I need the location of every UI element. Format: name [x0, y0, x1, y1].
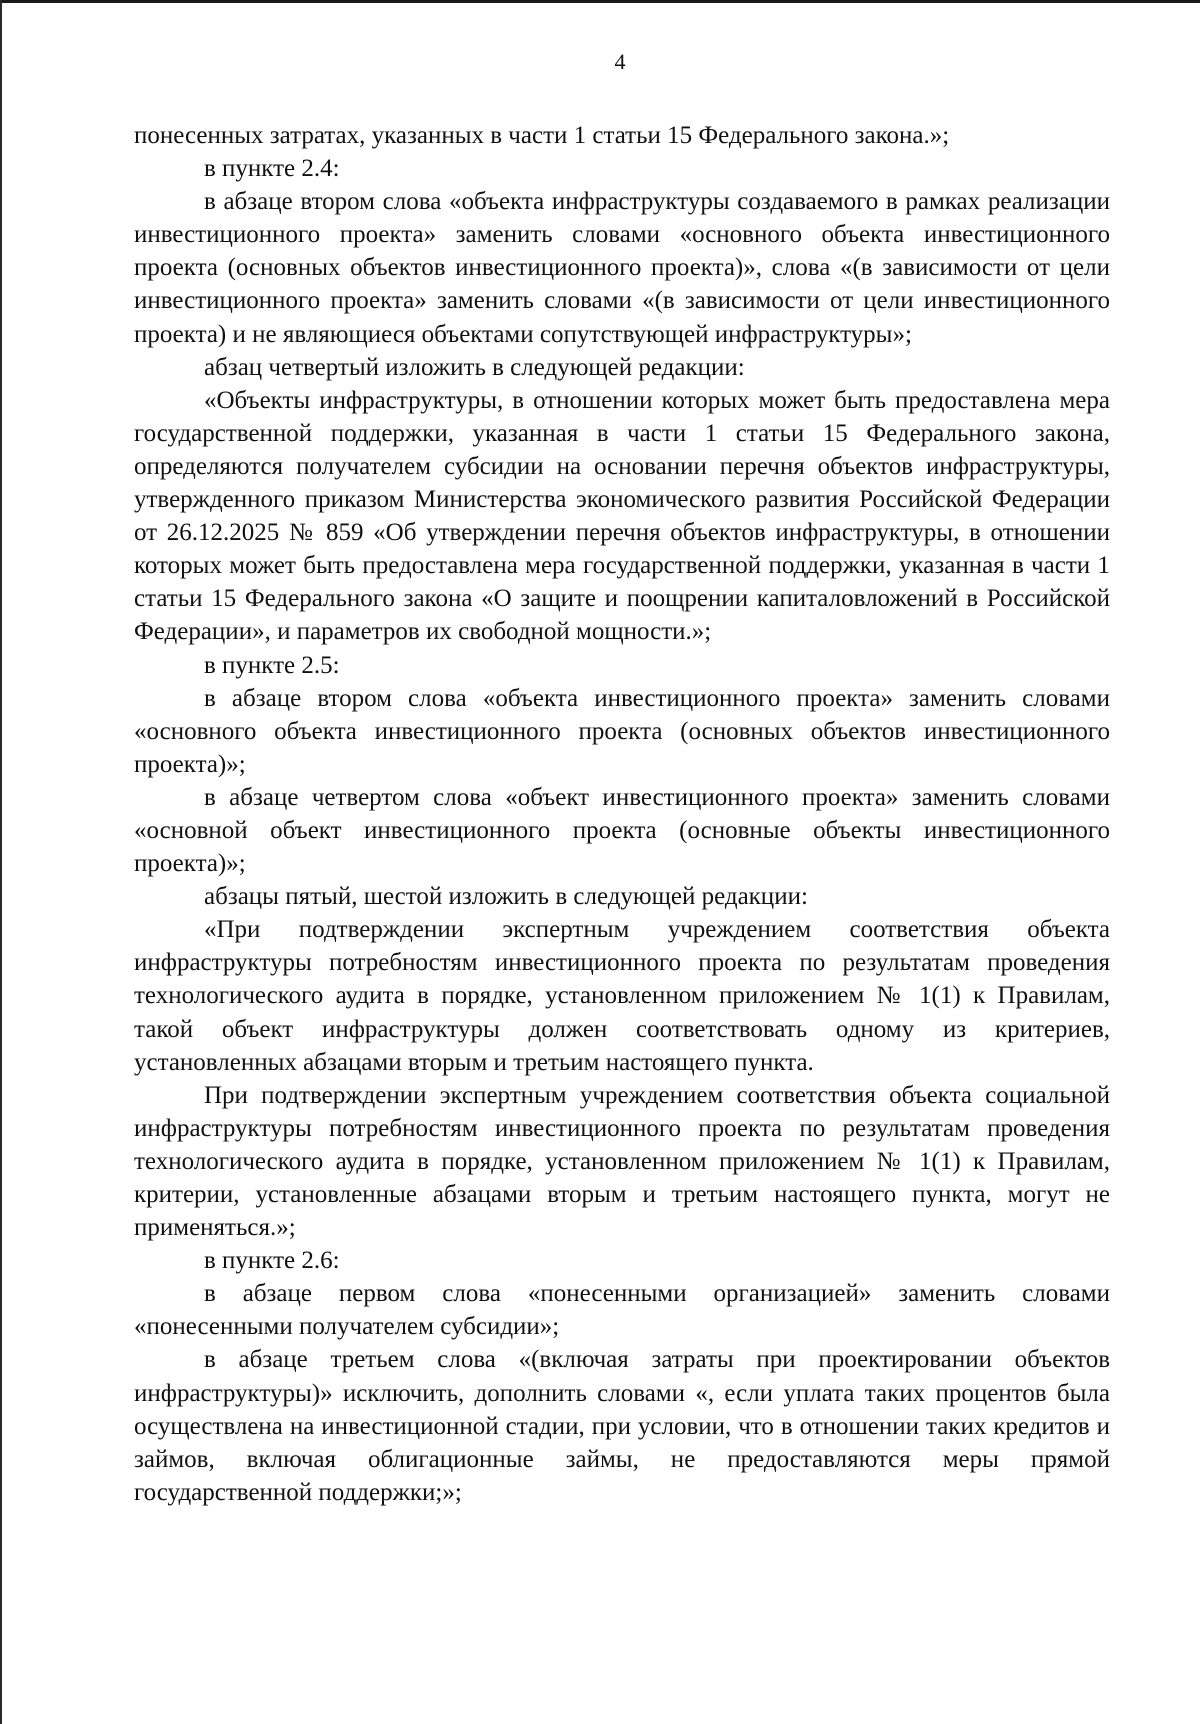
- document-body: [134, 119, 1110, 1509]
- paragraph-2-5-abzac-5-text: «При подтверждении экспертным учреждением соответствия объекта инфраструктуры потребностям инвестиционного проекта по результатам проведения технологического аудита в порядке, установленном приложением № 1(1) к Правилам, такой объект инфраструктуры должен соответствовать одному из критериев, установленных абзацами вторым и третьим настоящего пункта.: [134, 916, 1110, 1076]
- scan-edge-top: [0, 0, 1200, 3]
- paragraph-2-5-abzac-4: в абзаце четвертом слова «объект инвестиционного проекта» заменить словами «основной объект инвестиционного проекта (основные объекты инвестиционного проекта)»;: [134, 783, 1110, 878]
- page-number: 4: [614, 49, 626, 74]
- paragraph-2-5-abzac-6-text: При подтверждении экспертным учреждением соответствия объекта социальной инфраструктуры потребностям инвестиционного проекта по результатам проведения технологического аудита в порядке, установленном приложением № 1(1) к Правилам, критерии, установленные абзацами вторым и третьим настоящего пункта, могут не применяться.»;: [134, 1081, 1110, 1242]
- paragraph-2-6-abzac-1: в абзаце первом слова «понесенными организацией» заменить словами «понесенными получателем субсидии»;: [134, 1280, 1110, 1341]
- paragraph-clause-2-5: в пункте 2.5:: [204, 651, 340, 679]
- paragraph-2-4-abzac-4-intro: абзац четвертый изложить в следующей редакции:: [204, 353, 745, 381]
- paragraph-2-6-abzac-3: в абзаце третьем слова «(включая затраты при проектировании объектов инфраструктуры)» исключить, дополнить словами «, если уплата таких процентов была осуществлена на инвестиционной стадии, при условии, что в отношении таких кредитов и займов, включая облигационные займы, не предоставляются меры прямой государственной поддержки;»;: [134, 1346, 1110, 1506]
- scan-edge-left: [0, 0, 2, 1724]
- paragraph-continuation: понесенных затратах, указанных в части 1 статьи 15 Федерального закона.»;: [134, 122, 950, 149]
- paragraph-clause-2-6: в пункте 2.6:: [204, 1247, 340, 1275]
- paragraph-2-4-abzac-4-text: «Объекты инфраструктуры, в отношении которых может быть предоставлена мера государственной поддержки, указанная в части 1 статьи 15 Федерального закона, определяются получателем субсидии на основании перечня объектов инфраструктуры, утвержденного приказом Министерства экономического развития Российской Федерации от 26.12.2025 № 859 «Об утверждении перечня объектов инфраструктуры, в отношении которых может быть предоставлена мера государственной поддержки, указанная в части 1 статьи 15 Федерального закона «О защите и поощрении капиталовложений в Российской Федерации», и параметров их свободной мощности.»;: [134, 386, 1110, 646]
- paragraph-2-4-abzac-2: в абзаце втором слова «объекта инфраструктуры создаваемого в рамках реализации инвестиционного проекта» заменить словами «основного объекта инвестиционного проекта (основных объектов инвестиционного проекта)», слова «(в зависимости от цели инвестиционного проекта» заменить словами «(в зависимости от цели инвестиционного проекта) и не являющиеся объектами сопутствующей инфраструктуры»;: [134, 188, 1110, 348]
- paragraph-2-5-abzac-2: в абзаце втором слова «объекта инвестиционного проекта» заменить словами «основного объекта инвестиционного проекта (основных объектов инвестиционного проекта)»;: [134, 684, 1110, 778]
- paragraph-2-5-abzac-5-6-intro: абзацы пятый, шестой изложить в следующей редакции:: [204, 883, 808, 911]
- paragraph-clause-2-4: в пункте 2.4:: [204, 155, 340, 183]
